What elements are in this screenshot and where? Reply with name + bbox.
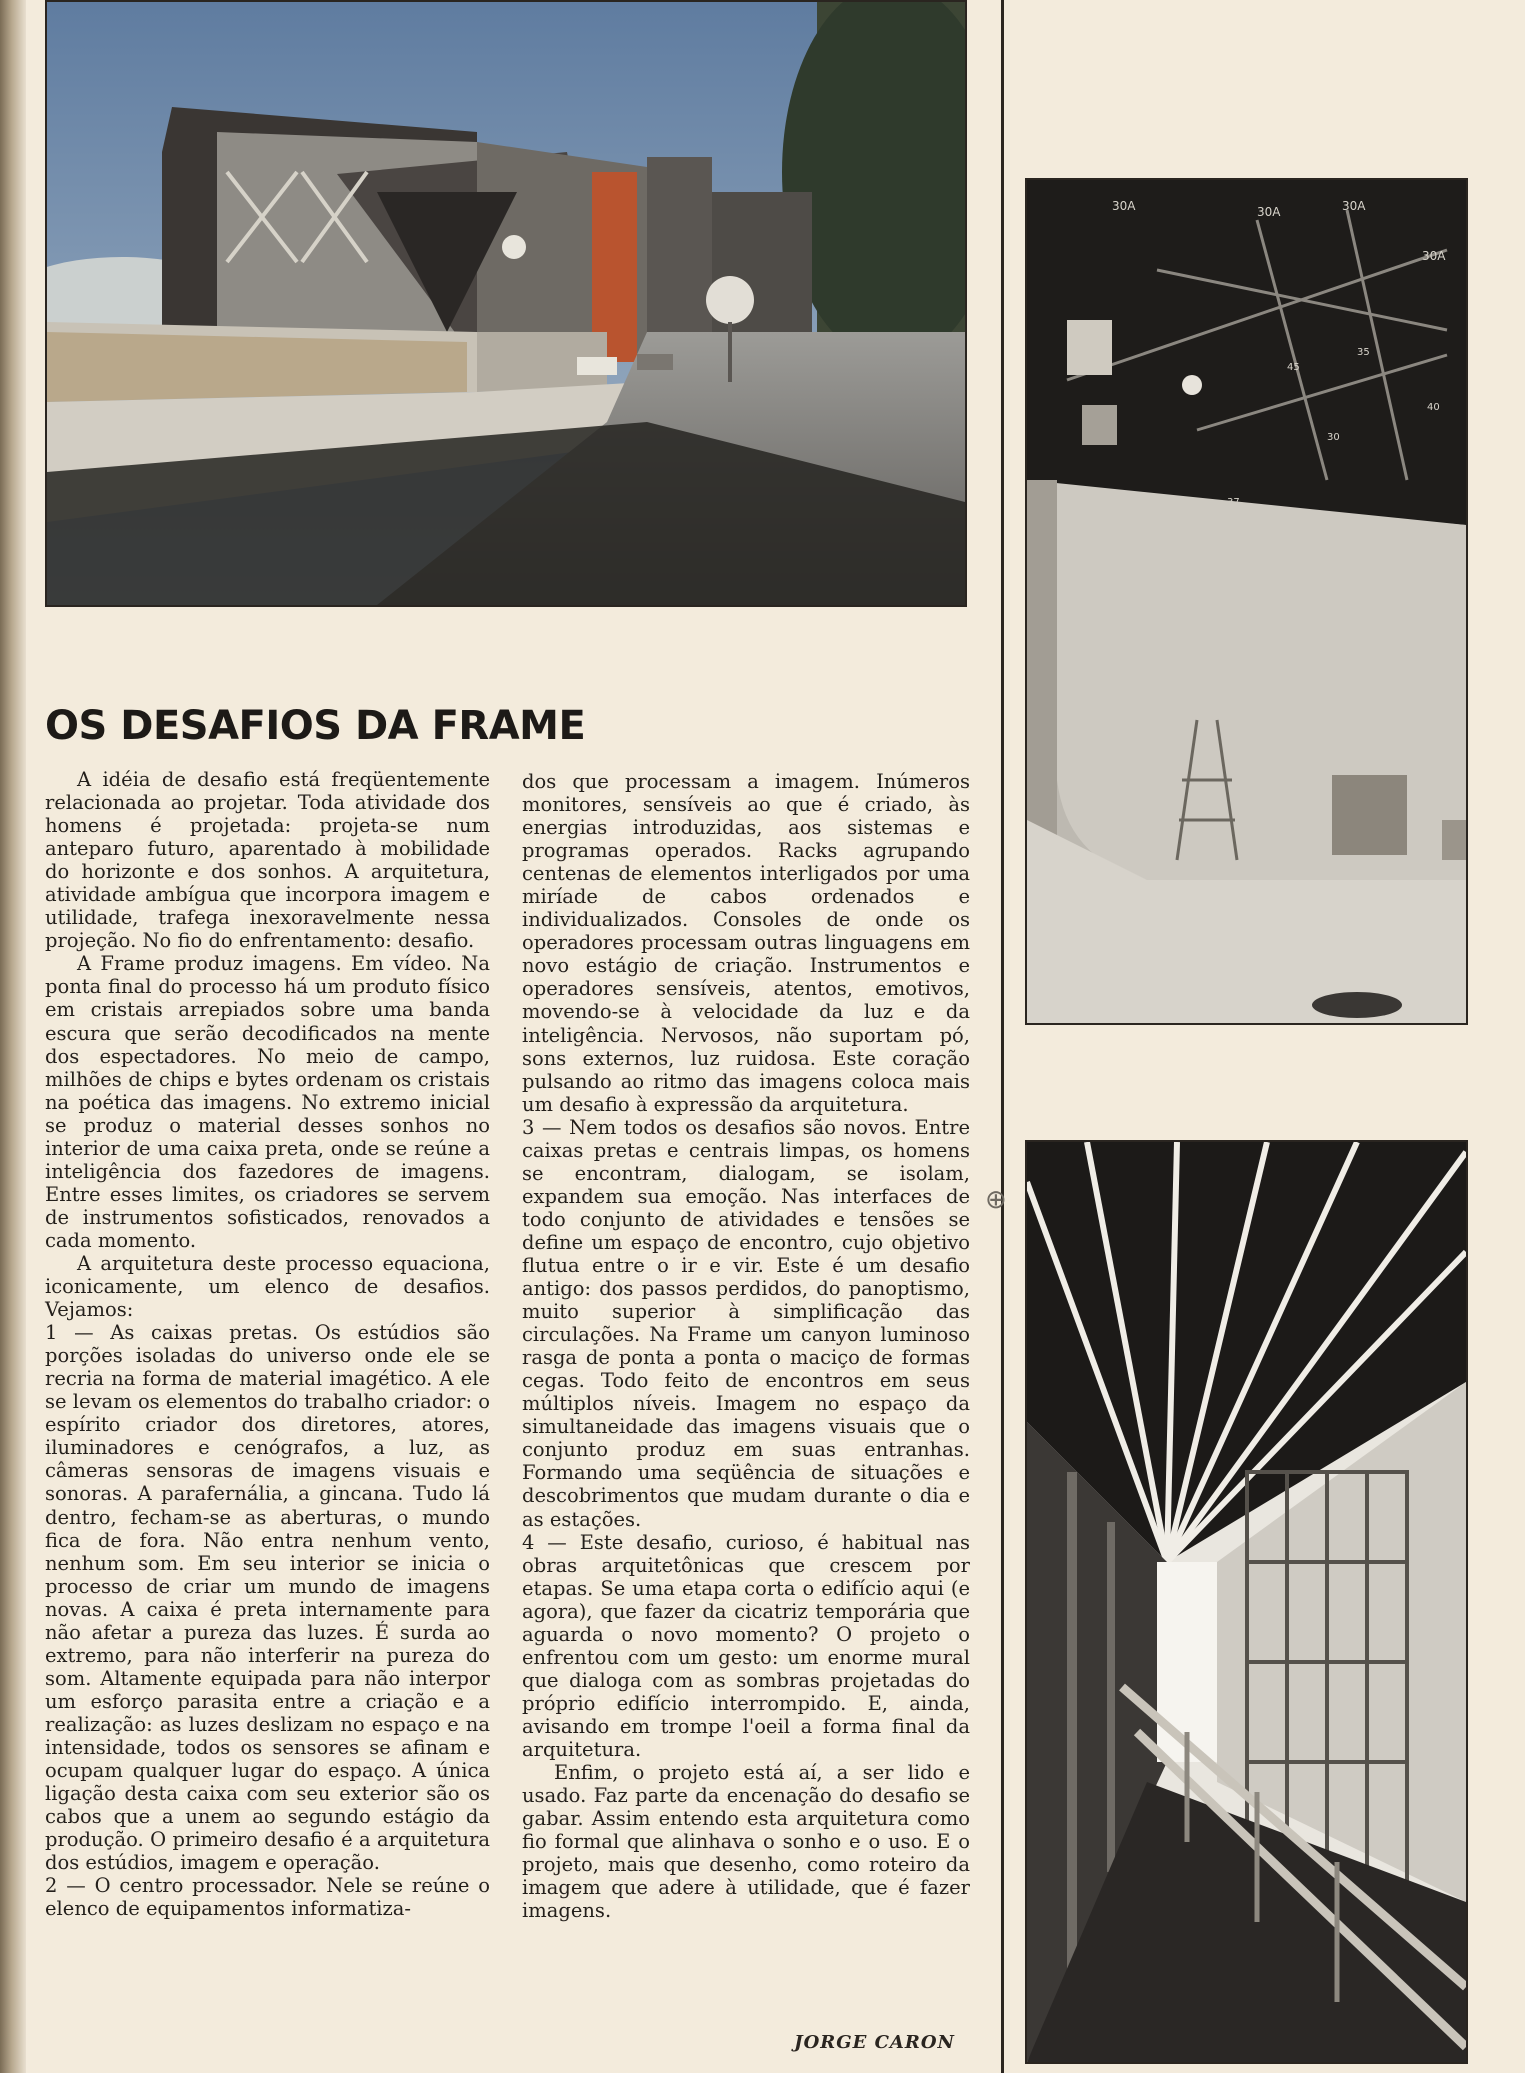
article-headline: OS DESAFIOS DA FRAME: [45, 702, 586, 749]
building-exterior-photo: [45, 0, 967, 607]
paragraph: Enfim, o projeto está aí, a ser lido e usado. Faz parte da encenação do desafio se gabar. Assim entendo esta arquitetura como fio formal que alinhava o sonho e o uso. E o projeto, mais que desenho, como roteiro da imagem que adere à utilidade, que é fazer imagens.: [522, 1761, 970, 1923]
atrium-photo-drawing: [1027, 1142, 1466, 2062]
article-column-right: [522, 770, 970, 1922]
article-column-left: [45, 768, 490, 1920]
studio-interior-photo: [1025, 178, 1468, 1025]
scan-edge-shadow: [0, 0, 26, 2073]
registration-mark: ⊕: [985, 1185, 1007, 1215]
paragraph: 3 — Nem todos os desafios são novos. Entre caixas pretas e centrais limpas, os homens se encontram, dialogam, se isolam, expandem sua emoção. Nas interfaces de todo conjunto de atividades e tensões se define um espaço de encontro, cujo objetivo flutua entre o ir e vir. Este é um desafio antigo: dos passos perdidos, do panoptismo, muito superior à simplificação das circulações. Na Frame um canyon luminoso rasga de ponta a ponta o maciço de formas cegas. Todo feito de encontros em seus múltiplos níveis. Imagem no espaço da simultaneidade das imagens visuais que o conjunto produz em suas entranhas. Formando uma seqüência de situações e descobrimentos que mudam durante o dia e as estações.: [522, 1115, 970, 1531]
column-divider: [1001, 0, 1004, 2073]
paragraph: 4 — Este desafio, curioso, é habitual nas obras arquitetônicas que crescem por etapas. Se uma etapa corta o edifício aqui (e agora), que fazer da cicatriz temporária que aguarda o novo momento? O projeto o enfrentou com um gesto: um enorme mural que dialoga com as sombras projetadas do próprio edifício interrompido. E, ainda, avisando em trompe l'oeil a forma final da arquitetura.: [522, 1530, 970, 1761]
paragraph: 2 — O centro processador. Nele se reúne o elenco de equipamentos informatiza-: [45, 1874, 490, 1921]
paragraph: dos que processam a imagem. Inúmeros monitores, sensíveis ao que é criado, às energias introduzidas, aos sistemas e programas operados. Racks agrupando centenas de elementos interligados por uma miríade de cabos ordenados e individualizados. Consoles de onde os operadores processam outras linguagens em novo estágio de criação. Instrumentos e operadores sensíveis, atentos, emotivos, movendo-se à velocidade da luz e da inteligência. Nervosos, não suportam pó, sons externos, luz ruidosa. Este coração pulsando ao ritmo das imagens coloca mais um desafio à expressão da arquitetura.: [522, 770, 970, 1116]
paragraph: A arquitetura deste processo equaciona, iconicamente, um elenco de desafios. Vejamos:: [45, 1251, 490, 1322]
studio-grid-label: 30A: [1112, 199, 1136, 213]
building-photo-drawing: [47, 2, 965, 605]
studio-grid-label: 40: [1427, 402, 1440, 413]
glass-atrium-photo: [1025, 1140, 1468, 2064]
paragraph: 1 — As caixas pretas. Os estúdios são porções isoladas do universo onde ele se recria na forma de material imagético. A ele se levam os elementos do trabalho criador: o espírito criador dos diretores, atores, iluminadores e cenógrafos, a luz, as câmeras sensoras de imagens visuais e sonoras. A parafernália, a gincana. Tudo lá dentro, fecham-se as aberturas, o mundo fica de fora. Não entra nenhum vento, nenhum som. Em seu interior se inicia o processo de criar um mundo de imagens novas. A caixa é preta internamente para não afetar a pureza das luzes. É surda ao extremo, para não interferir na pureza do som. Altamente equipada para não interpor um esforço parasita entre a criação e a realização: as luzes deslizam no espaço e na intensidade, todos os sensores se afinam e ocupam qualquer lugar do espaço. A única ligação desta caixa com seu exterior são os cabos que a unem ao segundo estágio da produção. O primeiro desafio é a arquitetura dos estúdios, imagem e operação.: [45, 1321, 490, 1875]
studio-grid-label: 30A: [1422, 249, 1446, 263]
studio-photo-drawing: [1027, 180, 1466, 1023]
author-byline: JORGE CARON: [794, 2032, 955, 2053]
paragraph: A idéia de desafio está freqüentemente relacionada ao projetar. Toda atividade dos homens é projetada: projeta-se num anteparo futuro, aparentado à mobilidade do horizonte e dos sonhos. A arquitetura, atividade ambígua que incorpora imagem e utilidade, trafega inexoravelmente nessa projeção. No fio do enfrentamento: desafio.: [45, 768, 490, 953]
studio-grid-label: 30A: [1257, 205, 1281, 219]
studio-grid-label: 35: [1357, 347, 1370, 358]
paragraph: A Frame produz imagens. Em vídeo. Na ponta final do processo há um produto físico em cristais arrepiados sobre uma banda escura que serão decodificados na mente dos espectadores. No meio de campo, milhões de chips e bytes ordenam os cristais na poética das imagens. No extremo inicial se produz o material desses sonhos no interior de uma caixa preta, onde se reúne a inteligência dos fazedores de imagens. Entre esses limites, os criadores se servem de instrumentos sofisticados, renovados a cada momento.: [45, 952, 490, 1252]
studio-grid-label: 30: [1327, 432, 1340, 443]
studio-grid-label: 45: [1287, 362, 1300, 373]
studio-grid-label: 30A: [1342, 199, 1366, 213]
